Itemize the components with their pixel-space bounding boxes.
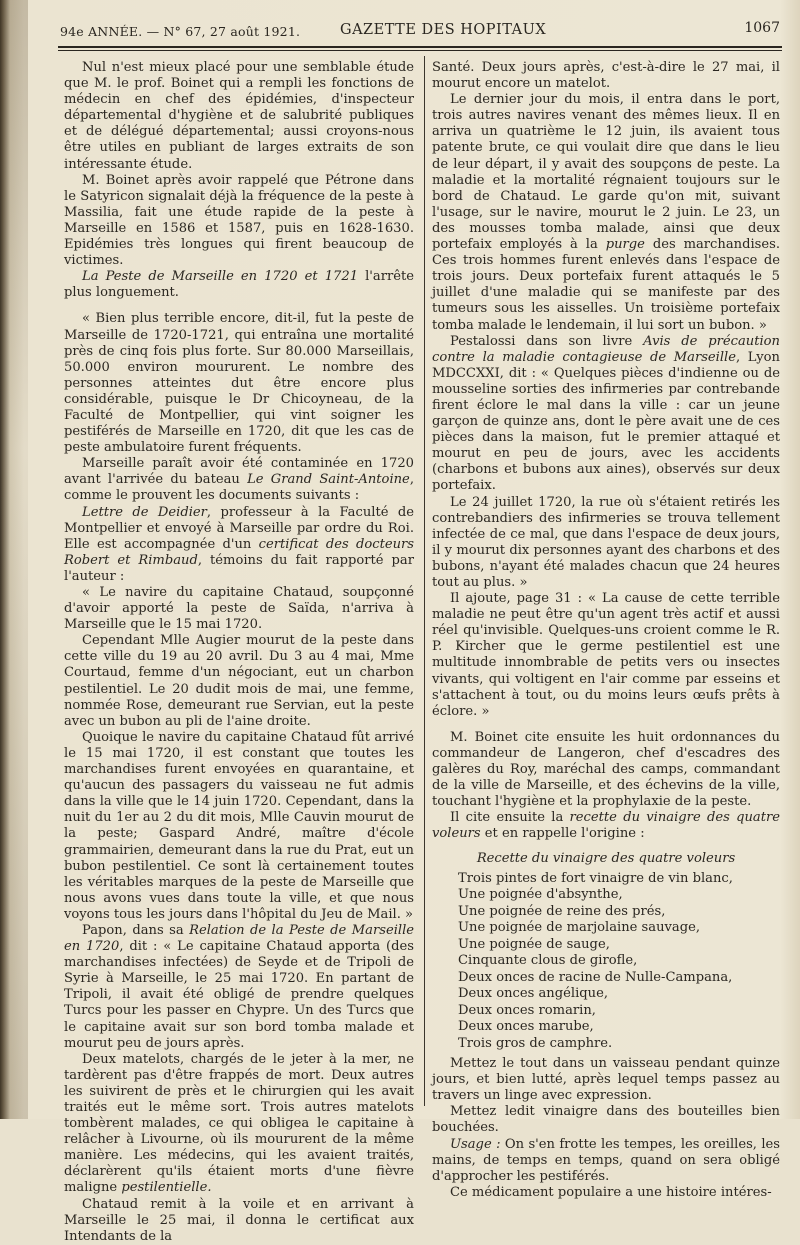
paragraph: Santé. Deux jours après, c'est-à-dire le 27 mai, il mourut encore un matelot. [432, 60, 780, 92]
publication-title: GAZETTE DES HOPITAUX [340, 22, 547, 38]
paragraph: Le 24 juillet 1720, la rue où s'étaient retirés les contrebandiers des infirmeries se trouva tellement infectée de ce mal, que dans l'espace de deux jours, il y mourut dix personnes ayant des charbons et des bubons, n'ayant été malades chacun que 24 heures tout au plus. » [432, 494, 780, 590]
paragraph: Mettez ledit vinaigre dans des bouteilles bien bouchées. [432, 1104, 780, 1136]
paragraph: Cependant Mlle Augier mourut de la peste dans cette ville du 19 au 20 avril. Du 3 au 4 mai, Mme Courtaud, femme d'un négociant, eut un charbon pestilentiel. Le 20 dudit mois de mai, une femme, nommée Rose, demeurant rue Servian, eut la peste avec un bubon au pli de l'aine droite. [64, 633, 414, 729]
right-column [432, 60, 780, 1201]
list-item: Cinquante clous de girofle, [458, 953, 638, 969]
list-item: Deux onces marube, [458, 1019, 594, 1035]
header-rule-thin [58, 50, 782, 51]
list-item: Une poignée de marjolaine sauvage, [458, 920, 701, 936]
left-column [64, 60, 414, 1245]
paragraph: « Bien plus terrible encore, dit-il, fut la peste de Marseille de 1720-1721, qui entraîna une mortalité près de cinq fois plus forte. Sur 80.000 Marseillais, 50.000 environ moururent. Le nombre des personnes atteintes dut être encore plus considérable, puisque le Dr Chicoyneau, de la Faculté de Montpellier, qui vint soigner les pestiférés de Marseille en 1720, dit que les cas de peste ambulatoire furent fréquents. [64, 311, 414, 456]
paragraph: M. Boinet après avoir rappelé que Pétrone dans le Satyricon signalait déjà la fréquence de la peste à Massilia, fait une étude rapide de la peste à Marseille en 1586 et 1587, puis en 1628-1630. Epidémies très longues qui firent beaucoup de victimes. [64, 172, 414, 269]
list-item: Une poignée de reine des prés, [458, 903, 666, 919]
paragraph: Deux matelots, chargés de le jeter à la mer, ne tardèrent pas d'être frappés de mort. Deux autres les suivirent de près et le chirurgien qui les avait traités eut le même sort. Trois autres matelots tombèrent malades, ce qui obligea le capitaine à relâcher à Livourne, où ils moururent de la même manière. Les médecins, qui les avaient traités, déclarèrent qu'ils étaient morts d'une fièvre maligne pestilentielle. [64, 1051, 414, 1196]
paragraph: Chataud remit à la voile et en arrivant à Marseille le 25 mai, il donna le certificat aux Intendants de la [64, 1196, 414, 1244]
list-item: Trois pintes de fort vinaigre de vin blanc, [458, 870, 733, 886]
list-item: Trois gros de camphre. [458, 1035, 613, 1051]
list-item: Une poignée d'absynthe, [458, 887, 623, 903]
paragraph: M. Boinet cite ensuite les huit ordonnances du commandeur de Langeron, chef d'escadres des galères du Roy, maréchal des camps, commandant de la ville de Marseille, et des échevins de la ville, touchant l'hygiène et la prophylaxie de la peste. [432, 729, 780, 810]
list-item: Deux onces romarin, [458, 1002, 596, 1018]
paragraph: Quoique le navire du capitaine Chataud fût arrivé le 15 mai 1720, il est constant que toutes les marchandises furent envoyées en quarantaine, et qu'aucun des passagers du vaisseau ne fut admis dans la ville que le 14 juin 1720. Cependant, dans la nuit du 1er au 2 du dit mois, Mlle Cauvin mourut de la peste; Gaspard André, maître d'école grammairien, demeurant dans la rue du Prat, eut un bubon pestilentiel. Ce sont là certainement toutes les véritables marques de la peste de Marseille que nous avons vues dans toute la ville, et que nous voyons tous les jours dans l'hôpital du Jeu de Mail. » [64, 729, 414, 922]
paragraph: Papon, dans sa Relation de la Peste de Marseille en 1720, dit : « Le capitaine Chataud apporta (des marchandises infectées) de Seyde et de Tripoli de Syrie à Marseille, le 25 mai 1720. En partant de Tripoli, il avait été obligé de prendre quelques Turcs pour les passer en Chypre. Un des Turcs que le capitaine avait sur son bord tomba malade et mourut peu de jours après. [64, 922, 415, 1051]
ingredient-list [458, 871, 780, 1053]
paragraph: La Peste de Marseille en 1720 et 1721 l'arrête plus longuement. [64, 269, 414, 301]
paragraph: Le dernier jour du mois, il entra dans le port, trois autres navires venant des mêmes lieux. Il en arriva un quatrième le 12 juin, ils avaient tous patente brute, ce qui voulait dire que dans le lieu de leur départ, il y avait des soupçons de peste. La maladie et la mortalité régnaient toujours sur le bord de Chataud. Le garde qu'on mit, suivant l'usage, sur le navire, mourut le 2 juin. Le 23, un des mousses tomba malade, ainsi que deux portefaix employés à la purge des marchandises. Ces trois hommes furent enlevés dans l'espace de trois jours. Deux portefaix furent attaqués le 5 juillet d'une maladie qui se manifeste par des tumeurs sous les aisselles. Un troisième portefaix tomba malade le lendemain, il lui sort un bubon. » [432, 92, 780, 333]
paragraph: Marseille paraît avoir été contaminée en 1720 avant l'arrivée du bateau Le Grand Saint-Antoine, comme le prouvent les documents suivants : [64, 456, 414, 504]
paragraph: Il cite ensuite la recette du vinaigre des quatre voleurs et en rappelle l'origine : [432, 810, 780, 842]
paragraph: Usage : On s'en frotte les tempes, les oreilles, les mains, de temps en temps, quand on sera obligé d'approcher les pestiférés. [432, 1136, 781, 1184]
binding-edge [0, 0, 28, 1119]
paragraph: « Le navire du capitaine Chataud, soupçonné d'avoir apporté la peste de Saïda, n'arriva à Marseille que le 15 mai 1720. [64, 585, 414, 633]
page-number: 1067 [744, 20, 780, 36]
list-item: Deux onces angélique, [458, 986, 608, 1002]
paragraph: Ce médicament populaire a une histoire intéres- [450, 1184, 772, 1200]
column-separator [424, 56, 425, 1106]
issue-info: 94e ANNÉE. — N° 67, 27 août 1921. [60, 24, 301, 39]
page-header [60, 18, 780, 42]
paragraph: Nul n'est mieux placé pour une semblable étude que M. le prof. Boinet qui a rempli les fonctions de médecin en chef des épidémies, d'inspecteur départemental d'hygiène et de salubrité publiques et de délégué départemental; aussi croyons-nous être utiles en publiant de larges extraits de son intéressante étude. [64, 60, 414, 172]
book-title: La Peste de Marseille en 1720 et 1721 [82, 269, 359, 285]
list-item: Une poignée de sauge, [458, 936, 610, 952]
paragraph: Il ajoute, page 31 : « La cause de cette terrible maladie ne peut être qu'un agent très actif et aussi réel qu'invisible. Quelques-uns croient comme le R. P. Kircher que le germe pestilentiel est une multitude innombrable de petits vers ou insectes vivants, qui voltigent en l'air comme par esseins et s'attachent à tout, ou du moins leurs œufs prêts à éclore. » [432, 591, 780, 719]
header-rule-thick [58, 46, 782, 48]
paragraph: Mettez le tout dans un vaisseau pendant quinze jours, et bien lutté, après lequel temps passez au travers un linge avec expression. [432, 1056, 780, 1104]
list-item: Deux onces de racine de Nulle-Campana, [458, 969, 733, 985]
paragraph: Pestalossi dans son livre Avis de précaution contre la maladie contagieuse de Marseille, Lyon MDCCXXI, dit : « Quelques pièces d'indienne ou de mousseline sorties des infirmeries par contrebande firent éclore le mal dans la ville : car un jeune garçon de quinze ans, dont le père avait une de ces pièces dans la maison, fut le premier attaqué et mourut en peu de jours, avec les accidents (charbons et bubons aux aines), observés sur deux portefaix. [432, 333, 780, 494]
recipe-title: Recette du vinaigre des quatre voleurs [476, 850, 736, 866]
paragraph: Lettre de Deidier, professeur à la Faculté de Montpellier et envoyé à Marseille par ordre du Roi. Elle est accompagnée d'un certificat des docteurs Robert et Rimbaud, témoins du fait rapporté par l'auteur : [64, 504, 414, 584]
